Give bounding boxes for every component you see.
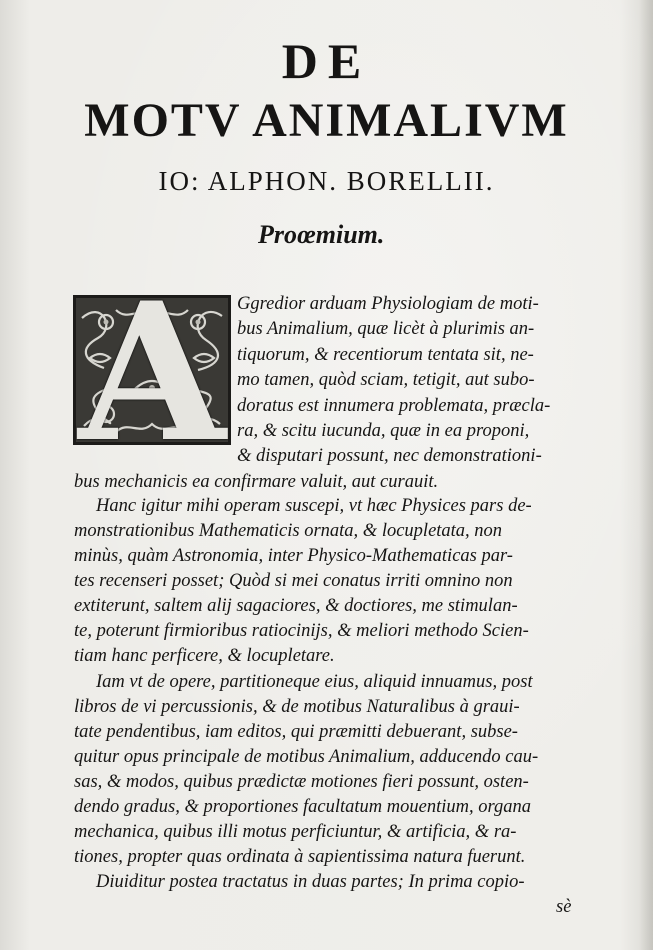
- title-de: DE: [281, 33, 372, 89]
- text-line: ra, & scitu iucunda, quæ in ea proponi,: [237, 421, 530, 441]
- section-heading: Proœmium.: [258, 220, 385, 249]
- text-line: Diuiditur postea tractatus in duas partes; In prima copio-: [96, 872, 525, 892]
- text-line: bus mechanicis ea confirmare valuit, aut curauit.: [74, 472, 439, 492]
- text-line: monstrationibus Mathematicis ornata, & locupletata, non: [74, 521, 503, 541]
- text-line: te, poterunt firmioribus ratiocinijs, & meliori methodo Scien-: [74, 621, 529, 641]
- text-line: tate pendentibus, iam editos, qui præmitti debuerant, subse-: [74, 722, 518, 742]
- text-line: mechanica, quibus illi motus perficiuntur, & artificia, & ra-: [74, 822, 517, 842]
- text-line: Ggredior arduam Physiologiam de moti-: [237, 294, 539, 314]
- decorated-initial: [73, 295, 231, 445]
- text-line: dendo gradus, & proportiones facultatum mouentium, organa: [74, 797, 532, 817]
- text-line: & disputari possunt, nec demonstrationi-: [237, 446, 542, 466]
- text-line: tes recenseri posset; Quòd si mei conatus irriti omnino non: [74, 571, 513, 591]
- text-line: mo tamen, quòd sciam, tetigit, aut subo-: [237, 370, 535, 390]
- text-line: tiquorum, & recentiorum tentata sit, ne-: [237, 345, 534, 365]
- text-line: quitur opus principale de motibus Animalium, adducendo cau-: [74, 747, 539, 767]
- text-line: tiones, propter quas ordinata à sapientissima natura fuerunt.: [74, 847, 526, 867]
- title-author: IO: ALPHON. BORELLII.: [158, 166, 495, 196]
- catchword: sè: [556, 897, 572, 917]
- text-line: minùs, quàm Astronomia, inter Physico-Mathematicas par-: [74, 546, 513, 566]
- text-line: bus Animalium, quæ licèt à plurimis an-: [237, 319, 535, 339]
- text-line: extiterunt, saltem alij sagaciores, & doctiores, me stimulan-: [74, 596, 518, 616]
- text-line: doratus est innumera problemata, præcla-: [237, 396, 551, 416]
- text-line: libros de vi percussionis, & de motibus Naturalibus à graui-: [74, 697, 520, 717]
- drop-cap-letter: A: [78, 295, 226, 445]
- text-line: Hanc igitur mihi operam suscepi, vt hæc Physices pars de-: [96, 496, 532, 516]
- text-line: tiam hanc perficere, & locupletare.: [74, 646, 335, 666]
- title-main: MOTV ANIMALIVM: [84, 94, 569, 147]
- text-line: Iam vt de opere, partitioneque eius, aliquid innuamus, post: [96, 672, 533, 692]
- text-line: sas, & modos, quibus prædictæ motiones fieri possunt, osten-: [74, 772, 529, 792]
